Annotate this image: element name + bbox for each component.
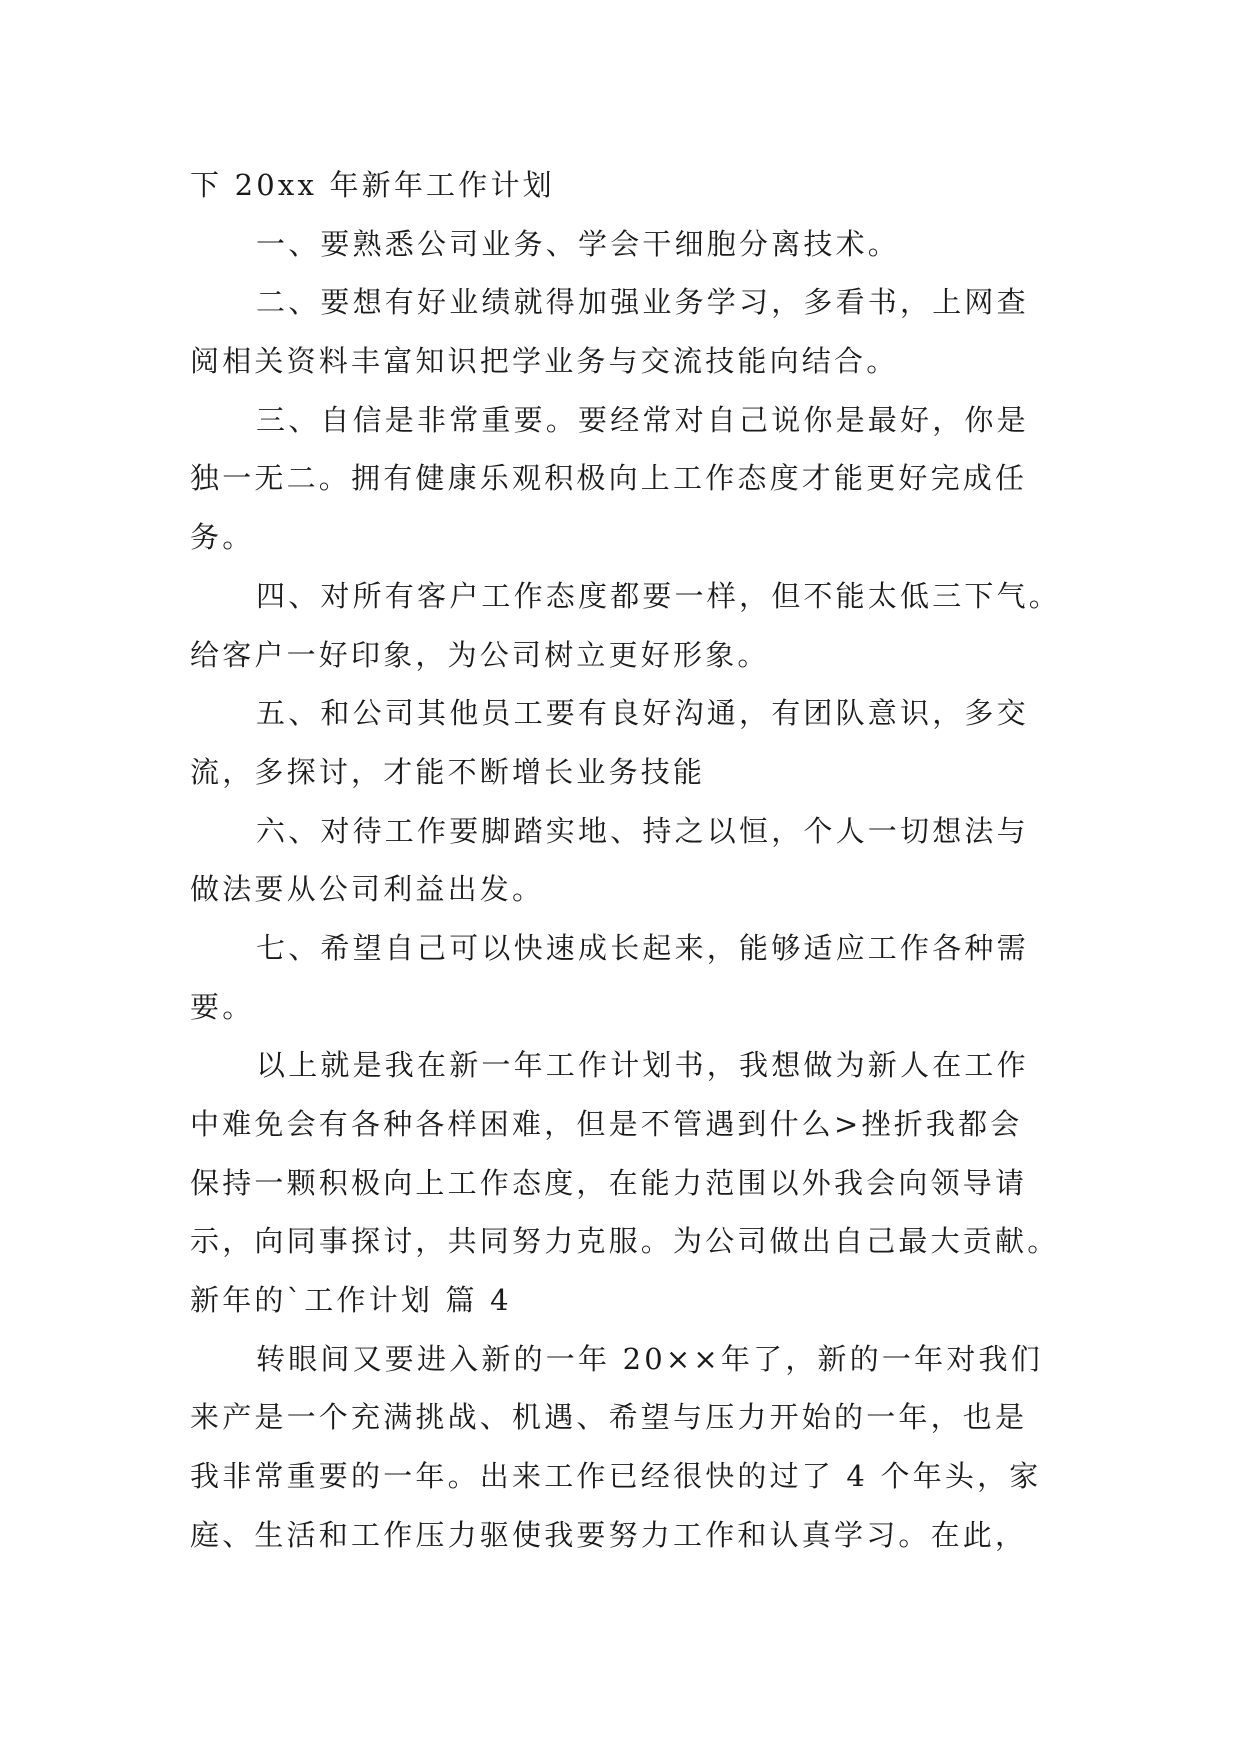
text-line: 来产是一个充满挑战、机遇、希望与压力开始的一年，也是 — [190, 1400, 1028, 1435]
text-line: 保持一颗积极向上工作态度，在能力范围以外我会向领导请 — [190, 1165, 1028, 1200]
text-line: 我非常重要的一年。出来工作已经很快的过了 4 个年头，家 — [190, 1459, 1042, 1494]
text-line: 四、对所有客户工作态度都要一样，但不能太低三下气。 — [256, 578, 1062, 613]
text-line: 中难免会有各种各样困难，但是不管遇到什么>挫折我都会 — [190, 1107, 1023, 1141]
text-line: 六、对待工作要脚踏实地、持之以恒，个人一切想法与 — [256, 813, 1029, 848]
text-line: 示，向同事探讨，共同努力克服。为公司做出自己最大贡献。 — [190, 1224, 1060, 1259]
text-line: 以上就是我在新一年工作计划书，我想做为新人在工作 — [256, 1048, 1029, 1083]
text-line: 阅相关资料丰富知识把学业务与交流技能向结合。 — [190, 344, 899, 379]
text-line: 下 20xx 年新年工作计划 — [190, 168, 555, 202]
text-line: 流，多探讨，才能不断增长业务技能 — [190, 754, 706, 789]
text-line: 庭、生活和工作压力驱使我要努力工作和认真学习。在此， — [190, 1517, 1028, 1552]
text-line: 五、和公司其他员工要有良好沟通，有团队意识，多交 — [256, 696, 1029, 731]
text-line: 转眼间又要进入新的一年 20××年了，新的一年对我们 — [256, 1341, 1043, 1376]
text-line: 独一无二。拥有健康乐观积极向上工作态度才能更好完成任 — [190, 461, 1028, 496]
text-line: 二、要想有好业绩就得加强业务学习，多看书，上网查 — [256, 285, 1029, 320]
text-line: 七、希望自己可以快速成长起来，能够适应工作各种需 — [256, 930, 1029, 965]
text-line: 要。 — [190, 989, 255, 1024]
document-body — [190, 156, 1060, 1565]
text-line: 务。 — [190, 520, 255, 555]
section-heading: 新年的`工作计划 篇 4 — [190, 1283, 512, 1318]
text-line: 做法要从公司利益出发。 — [190, 872, 545, 907]
text-line: 给客户一好印象，为公司树立更好形象。 — [190, 637, 770, 672]
text-line: 三、自信是非常重要。要经常对自己说你是最好，你是 — [256, 402, 1029, 437]
text-line: 一、要熟悉公司业务、学会干细胞分离技术。 — [256, 226, 901, 261]
